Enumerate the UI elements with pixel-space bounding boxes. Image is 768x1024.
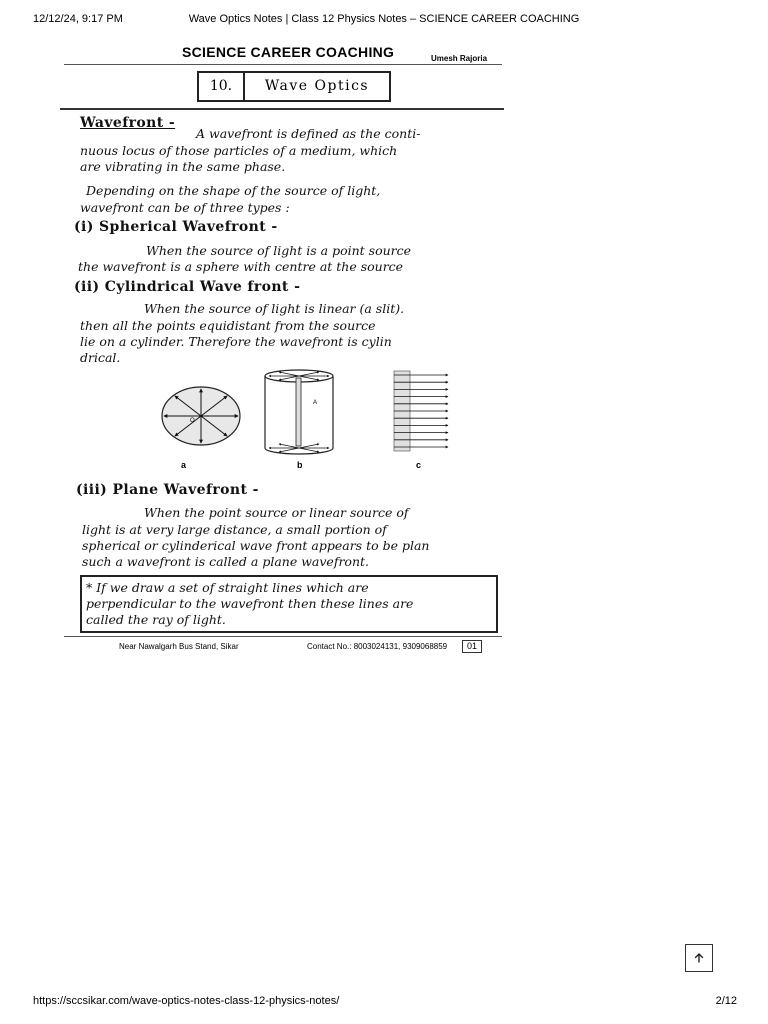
- spherical-text-line: the wavefront is a sphere with centre at the source: [78, 259, 404, 274]
- wavefront-def-line: A wavefront is defined as the conti-: [196, 126, 421, 141]
- spherical-wavefront-figure: [160, 385, 242, 447]
- cylindrical-text-line: When the source of light is linear (a slit).: [144, 301, 405, 316]
- note-line: perpendicular to the wavefront then these lines are: [86, 596, 414, 611]
- types-intro-line: Depending on the shape of the source of light,: [86, 183, 381, 198]
- chapter-name: Wave Optics: [264, 78, 370, 94]
- cylindrical-text-line: lie on a cylinder. Therefore the wavefront is cylin: [80, 334, 392, 349]
- plane-heading: (iii) Plane Wavefront -: [76, 482, 259, 498]
- wavefront-heading: Wavefront -: [80, 115, 176, 131]
- figure-label-c: c: [416, 460, 422, 470]
- spherical-text-line: When the source of light is a point source: [146, 243, 412, 258]
- wavefront-def-line: nuous locus of those particles of a medium, which: [80, 143, 398, 158]
- chapter-title-box: [197, 71, 391, 102]
- footer-address: Near Nawalgarh Bus Stand, Sikar: [119, 642, 239, 651]
- arrow-up-icon: [693, 952, 705, 964]
- cylindrical-text-line: drical.: [80, 350, 121, 365]
- plane-text-line: spherical or cylinderical wave front appears to be plan: [82, 538, 430, 553]
- print-page-title: Wave Optics Notes | Class 12 Physics Notes – SCIENCE CAREER COACHING: [188, 13, 580, 25]
- title-divider: [60, 108, 504, 110]
- cylindrical-text-line: then all the points equidistant from the source: [80, 318, 376, 333]
- plane-wavefront-figure: [390, 367, 452, 455]
- cylindrical-heading: (ii) Cylindrical Wave front -: [74, 279, 301, 295]
- author-name: Umesh Rajoria: [431, 54, 488, 63]
- footer-divider: [64, 636, 502, 637]
- footer-contact: Contact No.: 8003024131, 9309068859: [307, 642, 448, 651]
- wavefront-def-line: are vibrating in the same phase.: [80, 159, 286, 174]
- plane-text-line: When the point source or linear source of: [144, 505, 409, 520]
- ray-definition-box: [80, 575, 498, 633]
- note-line: * If we draw a set of straight lines which are: [86, 580, 369, 595]
- plane-text-line: light is at very large distance, a small portion of: [82, 522, 387, 537]
- notes-sheet: [64, 42, 504, 662]
- print-datetime: 12/12/24, 9:17 PM: [33, 13, 123, 25]
- sphere-center-label: O: [190, 418, 195, 424]
- types-intro-line: wavefront can be of three types :: [80, 200, 290, 215]
- figure-label-b: b: [297, 460, 303, 470]
- cylinder-point-label: A: [313, 400, 318, 406]
- note-line: called the ray of light.: [86, 612, 226, 627]
- org-name: SCIENCE CAREER COACHING: [182, 44, 395, 60]
- figure-label-a: a: [181, 460, 187, 470]
- scroll-to-top-button[interactable]: [685, 944, 713, 972]
- print-page-count: 2/12: [715, 995, 737, 1007]
- spherical-heading: (i) Spherical Wavefront -: [74, 219, 278, 235]
- header-divider: [64, 64, 502, 65]
- cylindrical-wavefront-figure: [263, 368, 335, 456]
- chapter-number: 10.: [199, 73, 245, 100]
- print-url: https://sccsikar.com/wave-optics-notes-class-12-physics-notes/: [33, 995, 340, 1007]
- sheet-page-number: 01: [462, 640, 482, 653]
- plane-text-line: such a wavefront is called a plane wavefront.: [82, 554, 369, 569]
